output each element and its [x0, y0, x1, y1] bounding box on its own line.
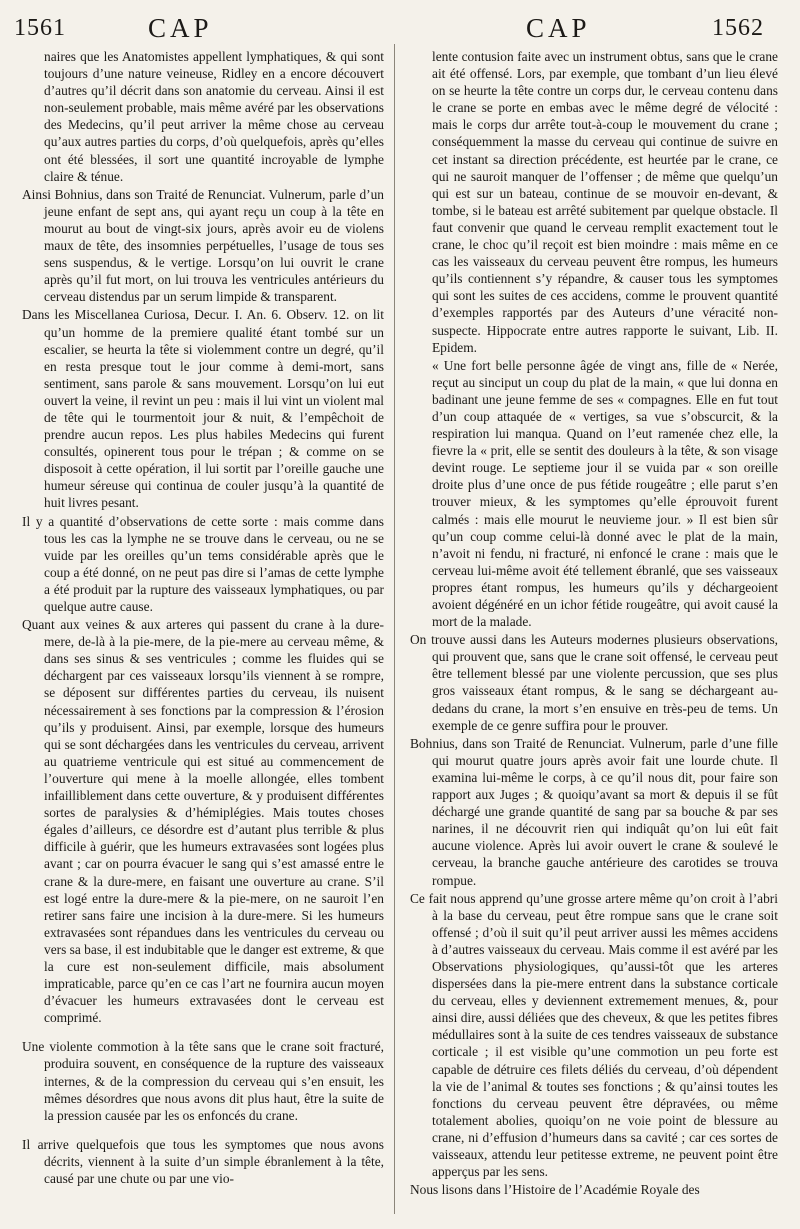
- paragraph: Ce fait nous apprend qu’une grosse artere même qu’on croit à l’abri à la base du cerveau, peut être rompue sans que le crane soit offensé ; d’où il suit qu’il peut arriver aussi les mêmes accidens à d’autres vaisseaux du cerveau. Mais comme il est avéré par les Observations physiologiques, qu’aussi-tôt que les arteres dispersées dans la pie-mere entrent dans la substance corticale du cerveau, elles y deviennent extremement menues, &, pour ainsi dire, aussi déliées que des cheveux, & que les petites fibres médullaires sont à la suite de ces tendres vaisseaux de substance corticale ; il est visible qu’une commotion un peu forte est capable de détruire ces filets déliés du cerveau, d’où dépendent la vie de l’animal & toutes ses fonctions ; & qu’ainsi toutes les fonctions du cerveau peuvent être dépravées, ou même totalement abolies, quoiqu’on ne voie point de blessure au crane, ni d’effusion d’humeurs dans sa cavité ; car ces sortes de vaisseaux, attendu leur petitesse extreme, ne peuvent point être apperçus par les sens.: [410, 890, 778, 1180]
- paragraph: Il arrive quelquefois que tous les symptomes que nous avons décrits, viennent à la suite d’un simple ébranlement à la tête, causé par une chute ou par une vio-: [22, 1136, 384, 1186]
- paragraph: On trouve aussi dans les Auteurs modernes plusieurs observations, qui prouvent que, sans que le crane soit offensé, le cerveau peut être tellement blessé par une violente percussion, que ses plus gros vaisseaux étant rompus, & le sang se déchargeant au-dedans du crane, la mort s’en ensuive en très-peu de tems. Un exemple de ce genre suffira pour le prouver.: [410, 632, 778, 733]
- right-column: [410, 48, 778, 1199]
- quotation-paragraph: « Une fort belle personne âgée de vingt ans, fille de « Nerée, reçut au sinciput un coup du plat de la main, « que lui donna en badinant une jeune femme de ses « compagnes. Elle en fut tout d’un coup attaquée de « vertiges, sa vue s’obscurcit, & la respiration lui manqua. Quand on l’eut ramenée chez elle, la fievre la « prit, elle se sentit des douleurs à la tête, & son visage devint rouge. Le septieme jour il se vuida par « son oreille droite plus d’une once de pus fétide rougeâtre ; elle parut s’en trouver mieux, & les symptomes qu’elle éprouvoit furent calmés : mais elle mourut le neuvieme jour. » Il est bien sûr qu’un coup comme celui-là donné avec le plat de la main, n’avoit ni fendu, ni fracturé, ni enfoncé le crane : mais que le cerveau lui-même avoit été tellement ébranlé, que ses vaisseaux propres étant rompus, les humeurs qu’ils y déchargeoient avoient dégénéré en un ichor fétide rougeâtre, qui avoit causé la mort de la malade.: [432, 357, 778, 630]
- column-divider: [394, 44, 395, 1214]
- paragraph: Dans les Miscellanea Curiosa, Decur. I. An. 6. Observ. 12. on lit qu’un homme de la premiere qualité étant tombé sur un escalier, se heurta la tête si violemment contre un degré, qu’il en resta presque tout le jour comme à demi-mort, sans sentiment, sans parole & sans mouvement. Lorsqu’on lui eut ouvert la veine, il revint un peu : mais il lui vint un violent mal de tête qui le tourmentoit jour & nuit, & l’empêchoit de prendre aucun repos. Les plus habiles Medecins qui furent consultés, opinerent tous pour le trépan ; & comme on se disposoit à cette opération, il lui sortit par l’oreille gauche une humeur séreuse qui continua de couler jusqu’à la quantité de huit livres pesant.: [22, 307, 384, 511]
- paragraph: naires que les Anatomistes appellent lymphatiques, & qui sont toujours d’une nature veineuse, Ridley en a encore découvert d’autres qu’il décrit dans son anatomie du cerveau. Ainsi il est non-seulement probable, mais même avéré par les observations des Medecins, qu’il peut arriver la même chose au cerveau qu’aux autres parties du corps, d’où quelquefois, après qu’elles ont été blessées, il sort une quantité incroyable de lymphe claire & ténue.: [44, 49, 384, 184]
- paragraph: Il y a quantité d’observations de cette sorte : mais comme dans tous les cas la lymphe ne se trouve dans le cerveau, ou ne se vuide par les oreilles qu’un tems considérable après que le coup a été donné, on ne peut pas dire si l’amas de cette lymphe a été produit par la rupture des vaisseaux lymphatiques, ou par quelque autre cause.: [22, 513, 384, 614]
- right-running-title: CAP: [526, 13, 591, 43]
- left-running-title: CAP: [148, 13, 213, 43]
- paragraph: Bohnius, dans son Traité de Renunciat. Vulnerum, parle d’une fille qui mourut quatre jours après avoir fait une lourde chute. Il examina lui-même le corps, à ce qu’il nous dit, pour faire son rapport aux Juges ; & quoiqu’avant sa mort & depuis il se fût déchargé une grande quantité de sang par sa bouche & par ses narines, il ne découvrit rien qui indiquât qu’on lui eût fait aucune violence. Après lui avoir ouvert le crane & soulevé le cerveau, la branche gauche antérieure des carotides se trouva rompue.: [410, 735, 778, 888]
- paragraph: Nous lisons dans l’Histoire de l’Académie Royale des: [410, 1182, 700, 1198]
- paragraph: Quant aux veines & aux arteres qui passent du crane à la dure-mere, de-là à la pie-mere, de la pie-mere au cerveau même, & dans ses sinus & ses ventricules ; comme les fluides qui se déchargent par ces vaisseaux lorsqu’ils viennent à se rompre, se déposent sur différentes parties du cerveau, ils nuisent nécessairement à ses fonctions par la compression & l’érosion qu’ils y produisent. Ainsi, par exemple, lorsque des humeurs qui se sont déchargées dans les ventricules du cerveau, arrivent au quatrieme ventricule qui est situé au commencement de l’ouverture qui mene à la moelle allongée, elles tombent infailliblement dans cette ouverture, & y produisent différentes sortes de paralysies & d’hémiplégies. Mais toutes choses égales d’ailleurs, ce désordre est d’autant plus terrible & plus difficile à guérir, que les humeurs extravasées sont logées plus avant ; car on pourra évacuer le sang qui s’est amassé entre le crane & la dure-mere, en faisant une ouverture au crane. S’il est logé entre la dure-mere & la pie-mere, on ne sauroit l’en retirer sans faire une incision à la dure-mere. Si les humeurs extravasées sont répandues dans les ventricules du cerveau ou vers sa base, il est indubitable que le danger est extreme, & que la cure est non-seulement difficile, mais absolument impraticable, parce qu’en ce cas l’art ne fournira aucun moyen d’évacuer les humeurs extravasées dont le cerveau est comprimé.: [22, 617, 384, 1026]
- left-column: [22, 48, 384, 1188]
- paragraph: Une violente commotion à la tête sans que le crane soit fracturé, produira souvent, en conséquence de la rupture des vaisseaux internes, & de la compression du cerveau qui s’en ensuit, les mêmes désordres que nous avons dit plus haut, être la suite de la pression causée par les os enfoncés du crane.: [22, 1039, 384, 1123]
- left-page-number: 1561: [14, 15, 66, 41]
- right-page-number: 1562: [712, 15, 764, 41]
- paragraph: lente contusion faite avec un instrument obtus, sans que le crane ait été offensé. Lors, par exemple, que tombant d’un lieu élevé on se heurte la tête contre un corps dur, le cerveau contenu dans le crane se porte en embas avec le même degré de vélocité : mais le corps dur arrête tout-à-coup le mouvement du crane ; conséquemment la masse du cerveau qui continue de suivre en cet instant sa direction précédente, est heurtée par le crane, ce qui ne sauroit manquer de l’offenser ; de même que quelqu’un qui est sur un bateau, continue de se mouvoir en-devant, & tombe, si le bateau est arrêté subitement par quelque obstacle. Il faut convenir que quand le cerveau remplit exactement tout le crane, le choc qu’il reçoit est bien moindre : mais même en ce cas les vaisseaux du cerveau peuvent être rompus, les humeurs qu’ils contiennent s’y répandre, & causer tous les symptomes qui sont les suites de ces accidens, comme le prouvent quantité d’exemples rapportés par des Auteurs d’une véracité non-suspecte. Hippocrate entre autres rapporte le suivant, Lib. II. Epidem.: [432, 49, 778, 355]
- paragraph: Ainsi Bohnius, dans son Traité de Renunciat. Vulnerum, parle d’un jeune enfant de sept ans, qui ayant reçu un coup à la tête en mourut au bout de vingt-six jours, après avoir eu de violens maux de tête, des insomnies perpétuelles, l’usage de tous ses sens suspendus, & le vertige. Lorsqu’on lui ouvrit le crane après qu’il fut mort, on lui trouva les ventricules antérieurs du cerveau distendus par un serum limpide & transparent.: [22, 186, 384, 305]
